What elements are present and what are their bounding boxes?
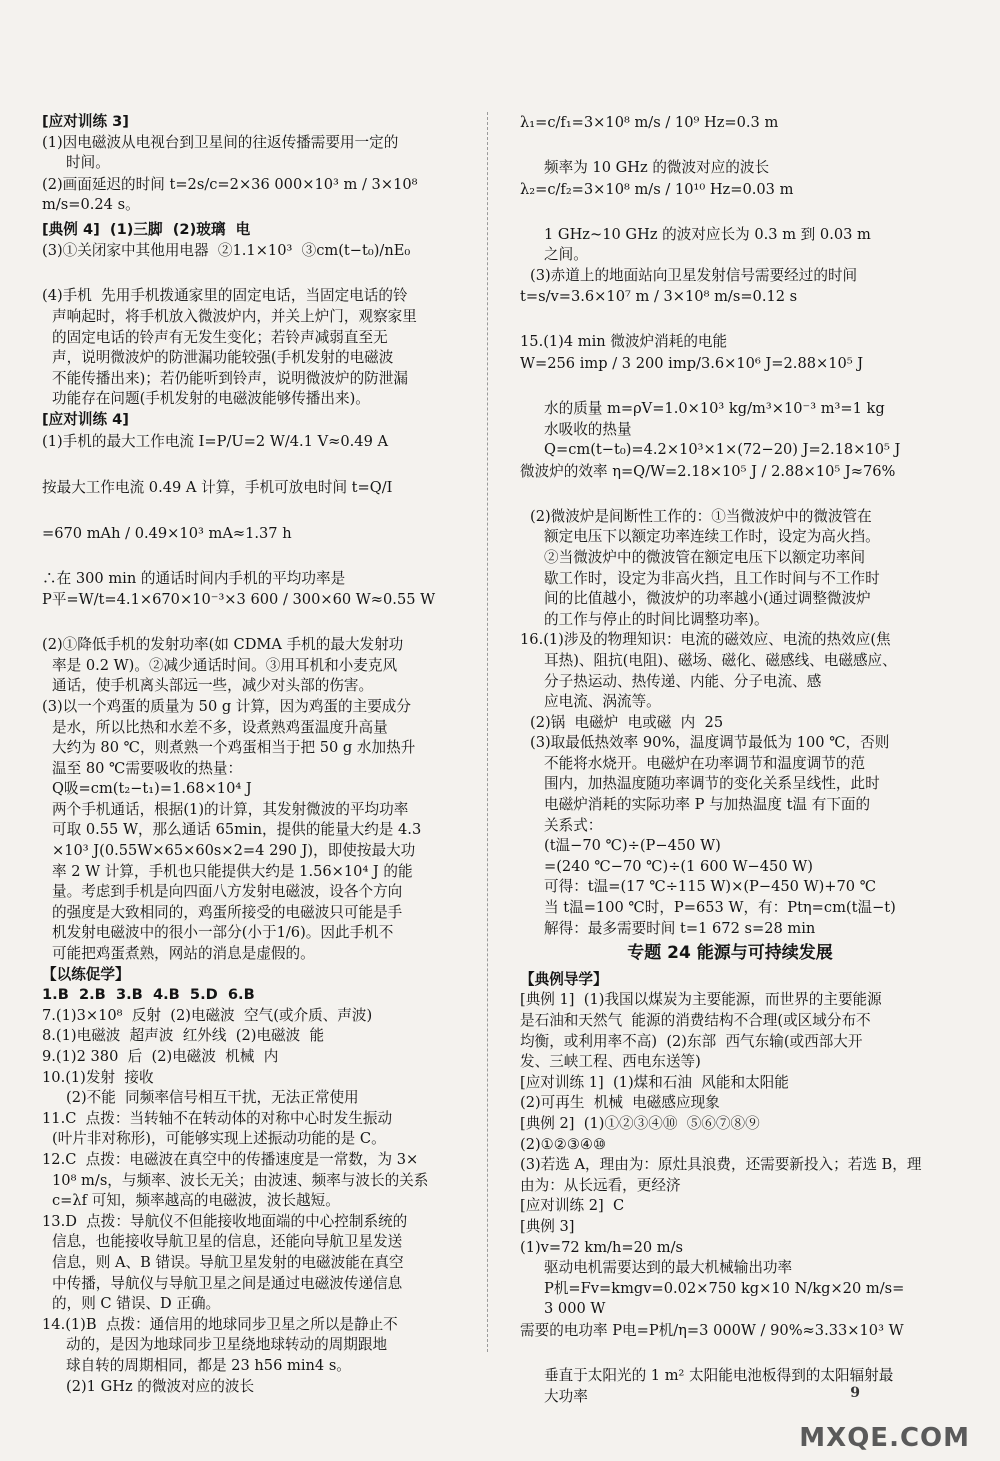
answer-line: 10⁸ m/s，与频率、波长无关；由波速、频率与波长的关系	[52, 1171, 429, 1189]
answer-line: 16.(1)涉及的物理知识：电流的磁效应、电流的热效应(焦	[520, 631, 891, 649]
answer-line: (1)v=72 km/h=20 m/s	[520, 1238, 684, 1256]
answer-line: ×10³ J(0.55W×65×60s×2=4 290 J)，即使按最大功	[52, 842, 416, 860]
answer-line: (3)①关闭家中其他用电器 ②1.1×10³ ③cm(t−t₀)/nE₀	[42, 242, 411, 260]
answer-line: 按最大工作电流 0.49 A 计算，手机可放电时间 t=Q/I	[42, 478, 393, 496]
answer-line: (2)①降低手机的发射功率(如 CDMA 手机的最大发射功	[42, 636, 404, 654]
answer-line: 温至 80 ℃需要吸收的热量：	[52, 759, 243, 777]
section-heading: 【典例导学】	[520, 970, 608, 988]
answer-line: 水吸收的热量	[544, 420, 632, 438]
answer-line: 由为：从长远看，更经济	[520, 1176, 681, 1194]
answer-line: 水的质量 m=ρV=1.0×10³ kg/m³×10⁻³ m³=1 kg	[544, 399, 885, 417]
answer-line: 的强度是大致相同的，鸡蛋所接受的电磁波只可能是手	[52, 903, 403, 921]
answer-line: 13.D 点拨：导航仪不但能接收地面端的中心控制系统的	[42, 1212, 408, 1230]
answer-line: P平=W/t=4.1×670×10⁻³×3 600 / 300×60 W≈0.55 W	[42, 591, 436, 609]
answer-line: 两个手机通话，根据(1)的计算，其发射微波的平均功率	[52, 800, 409, 818]
answer-line: [应对训练 2] C	[520, 1197, 625, 1215]
answer-line: 7.(1)3×10⁸ 反射 (2)电磁波 空气(或介质、声波)	[42, 1006, 373, 1024]
answer-line: 微波炉的效率 η=Q/W=2.18×10⁵ J / 2.88×10⁵ J≈76%	[520, 462, 896, 480]
answer-line: 大功率	[544, 1387, 588, 1405]
answer-line: 分子热运动、热传递、内能、分子电流、感	[544, 672, 822, 690]
answer-line: (叶片非对称形)，可能够实现上述振动功能的是 C。	[52, 1130, 386, 1148]
answer-line: 15.(1)4 min 微波炉消耗的电能	[520, 333, 728, 351]
answer-line: λ₁=c/f₁=3×10⁸ m/s / 10⁹ Hz=0.3 m	[520, 114, 779, 131]
section-heading: [应对训练 4]	[42, 410, 129, 428]
answer-line: 频率为 10 GHz 的微波对应的波长	[544, 159, 770, 176]
answer-line: 可能把鸡蛋煮熟，网站的消息是虚假的。	[52, 945, 315, 963]
answer-line: 声响起时，将手机放入微波炉内，并关上炉门，观察家里	[52, 307, 417, 325]
answer-line: 可得：t温=(17 ℃÷115 W)×(P−450 W)+70 ℃	[544, 878, 877, 896]
answer-line: t=s/v=3.6×10⁷ m / 3×10⁸ m/s=0.12 s	[520, 288, 798, 306]
answer-line: 率是 0.2 W)。②减少通话时间。③用耳机和小麦克风	[52, 656, 398, 674]
answer-line: =(240 ℃−70 ℃)÷(1 600 W−450 W)	[544, 857, 813, 875]
answer-line: 解得：最多需要时间 t=1 672 s=28 min	[544, 919, 816, 937]
page-number: 9	[850, 1385, 860, 1401]
answer-line: 时间。	[66, 154, 110, 172]
answer-line: 耳热)、阻抗(电阻)、磁场、磁化、磁感线、电磁感应、	[544, 651, 897, 669]
answer-line: (1)手机的最大工作电流 I=P/U=2 W/4.1 V≈0.49 A	[42, 432, 389, 450]
answer-line: 可取 0.55 W，那么通话 65min，提供的能量大约是 4.3	[52, 821, 422, 839]
answer-line: 大约为 80 ℃，则煮熟一个鸡蛋相当于把 50 g 水加热升	[52, 739, 416, 757]
answer-line: 动的，是因为地球同步卫星绕地球转动的周期跟地	[66, 1336, 388, 1354]
answer-line: 额定电压下以额定功率连续工作时，设定为高火挡。	[544, 528, 880, 546]
answer-line: 3 000 W	[544, 1300, 606, 1318]
answer-line: 之间。	[544, 246, 588, 264]
answer-line: 需要的电功率 P电=P机/η=3 000W / 90%≈3.33×10³ W	[520, 1321, 904, 1339]
answer-line: (3)赤道上的地面站向卫星发射信号需要经过的时间	[530, 266, 858, 284]
answer-line: (2)锅 电磁炉 电或磁 内 25	[530, 713, 724, 731]
answer-line: 垂直于太阳光的 1 m² 太阳能电池板得到的太阳辐射最	[544, 1366, 894, 1384]
answer-line: (2)可再生 机械 电磁感应现象	[520, 1094, 720, 1112]
answer-line: 球自转的周期相同，都是 23 h56 min4 s。	[66, 1356, 351, 1374]
answer-line: λ₂=c/f₂=3×10⁸ m/s / 10¹⁰ Hz=0.03 m	[520, 180, 794, 198]
answer-line: 关系式：	[544, 816, 603, 834]
answer-line: 的，则 C 错误、D 正确。	[52, 1295, 221, 1313]
answer-line: [典例 3]	[520, 1217, 575, 1235]
answer-line: 是石油和天然气 能源的消费结构不合理(或区域分布不	[520, 1012, 871, 1029]
answer-line: 14.(1)B 点拨：通信用的地球同步卫星之所以是静止不	[42, 1315, 398, 1333]
answer-line: (2)画面延迟的时间 t=2s/c=2×36 000×10³ m / 3×10⁸ m/s=0.24 s。	[42, 175, 423, 214]
answer-line: 电磁炉消耗的实际功率 P 与加热温度 t温 有下面的	[544, 796, 871, 814]
answer-line: c=λf 可知，频率越高的电磁波，波长越短。	[52, 1192, 340, 1210]
answer-line: 量。考虑到手机是向四面八方发射电磁波，设各个方向	[52, 883, 403, 901]
answer-line: [应对训练 1] (1)煤和石油 风能和太阳能	[520, 1073, 789, 1091]
answer-line: (1)因电磁波从电视台到卫星间的往返传播需要用一定的	[42, 133, 399, 151]
section-heading: [典例 4] (1)三脚 (2)玻璃 电	[42, 220, 251, 238]
left-column	[42, 112, 474, 1397]
answer-line: (2)①②③④⑩	[520, 1135, 607, 1153]
answer-line: 率 2 W 计算，手机也只能提供大约是 1.56×10⁴ J 的能	[52, 862, 413, 880]
answer-line: ②当微波炉中的微波管在额定电压下以额定功率间	[544, 548, 866, 566]
answer-line: 10.(1)发射 接收	[42, 1068, 154, 1086]
answer-line: 发、三峡工程、西电东送等)	[520, 1053, 701, 1071]
answer-line: 间的比值越小，微波炉的功率越小(通过调整微波炉	[544, 590, 871, 608]
answer-line: P机=Fv=kmgv=0.02×750 kg×10 N/kg×20 m/s=	[544, 1279, 905, 1297]
answer-line: [典例 2] (1)①②③④⑩ ⑤⑥⑦⑧⑨	[520, 1114, 760, 1132]
answer-line: 的固定电话的铃声有无发生变化；若铃声减弱直至无	[52, 328, 388, 346]
answer-line: (2)微波炉是间断性工作的：①当微波炉中的微波管在	[530, 507, 872, 525]
answer-line: (3)取最低热效率 90%，温度调节最低为 100 ℃，否则	[530, 734, 890, 752]
answer-line: (3)以一个鸡蛋的质量为 50 g 计算，因为鸡蛋的主要成分	[42, 697, 411, 715]
topic-heading: 专题 24 能源与可持续发展	[627, 943, 833, 964]
answer-line: 11.C 点拨：当转轴不在转动体的对称中心时发生振动	[42, 1109, 393, 1127]
answer-line: 当 t温=100 ℃时，P=653 W，有：Ptη=cm(t温−t)	[544, 899, 896, 917]
answer-line: 8.(1)电磁波 超声波 红外线 (2)电磁波 能	[42, 1027, 325, 1045]
answer-line: 9.(1)2 380 后 (2)电磁波 机械 内	[42, 1048, 279, 1065]
answer-line: 1 GHz~10 GHz 的波对应长为 0.3 m 到 0.03 m	[544, 225, 871, 243]
section-heading: 【以练促学】	[42, 965, 130, 983]
answer-line: 应电流、涡流等。	[544, 693, 661, 711]
watermark-logo: MXQE.COM	[799, 1423, 970, 1453]
answer-line: Q吸=cm(t₂−t₁)=1.68×10⁴ J	[52, 780, 252, 798]
section-heading: [应对训练 3]	[42, 113, 129, 130]
answer-line: 功能存在问题(手机发射的电磁波能够传播出来)。	[52, 390, 370, 408]
answer-line: 中传播，导航仪与导航卫星之间是通过电磁波传递信息	[52, 1274, 403, 1292]
answer-line: 12.C 点拨：电磁波在真空中的传播速度是一常数，为 3×	[42, 1150, 419, 1168]
answer-line: (2)不能 同频率信号相互干扰，无法正常使用	[66, 1089, 359, 1107]
section-heading: 1.B 2.B 3.B 4.B 5.D 6.B	[42, 986, 255, 1004]
answer-line: 信息，也能接收导航卫星的信息，还能向导航卫星发送	[52, 1233, 403, 1251]
answer-line: (4)手机 先用手机拨通家里的固定电话，当固定电话的铃	[42, 287, 408, 305]
column-divider	[487, 112, 488, 1352]
answer-line: (3)若选 A，理由为：原灶具浪费，还需要新投入；若选 B，理	[520, 1156, 922, 1174]
answer-line: 不能将水烧开。电磁炉在功率调节和温度调节的范	[544, 754, 866, 772]
answer-line: 通话，使手机离头部远一些，减少对头部的伤害。	[52, 677, 374, 695]
answer-line: (2)1 GHz 的微波对应的波长	[66, 1377, 255, 1395]
right-column	[520, 112, 940, 1407]
answer-line: Q=cm(t−t₀)=4.2×10³×1×(72−20) J=2.18×10⁵ J	[544, 441, 901, 459]
answer-line: 信息，则 A、B 错误。导航卫星发射的电磁波能在真空	[52, 1253, 404, 1271]
answer-line: =670 mAh / 0.49×10³ mA≈1.37 h	[42, 524, 292, 542]
answer-line: 围内，加热温度随功率调节的变化关系呈线性，此时	[544, 775, 880, 793]
answer-line: 是水，所以比热和水差不多，设煮熟鸡蛋温度升高量	[52, 718, 388, 736]
answer-line: 均衡，或利用率不高) (2)东部 西气东输(或西部大开	[520, 1032, 863, 1050]
answer-line: ∴在 300 min 的通话时间内手机的平均功率是	[42, 569, 346, 587]
answer-line: W=256 imp / 3 200 imp/3.6×10⁶ J=2.88×10⁵ J	[520, 354, 864, 372]
answer-line: (t温−70 ℃)÷(P−450 W)	[544, 837, 721, 855]
answer-line: 歇工作时，设定为非高火挡，且工作时间与不工作时	[544, 569, 880, 587]
answer-line: 的工作与停止的时间比调整功率)。	[544, 610, 769, 628]
answer-line: [典例 1] (1)我国以煤炭为主要能源，而世界的主要能源	[520, 991, 882, 1009]
answer-line: 机发射电磁波中的很小一部分(小于1/6)。因此手机不	[52, 924, 394, 942]
answer-line: 不能传播出来)；若仍能听到铃声，说明微波炉的防泄漏	[52, 369, 408, 387]
answer-line: 声，说明微波炉的防泄漏功能较强(手机发射的电磁波	[52, 349, 394, 367]
answer-line: 驱动电机需要达到的最大机械输出功率	[544, 1259, 793, 1277]
